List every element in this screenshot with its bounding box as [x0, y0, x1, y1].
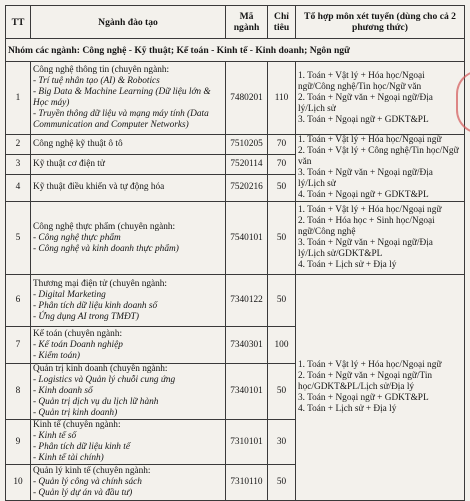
table-row: [6, 275, 465, 327]
row-code: 7310110: [226, 465, 268, 501]
row-tt: 8: [6, 364, 31, 420]
header-major: Ngành đào tạo: [31, 6, 226, 39]
combo-cell-b: 1. Toán + Vật lý + Hóa học/Ngoại ngữ 2. Toán + Vật lý + Công nghệ/Tin học/Ngữ văn 3. Toán + Ngữ văn + Ngoại ngữ/Địa lý/Lịch sử 4. Toán + Ngoại ngữ + GDKT&PL: [296, 135, 465, 202]
row-major: Kế toán (chuyên ngành: - Kế toán Doanh nghiệp - Kiểm toán): [31, 327, 226, 364]
row-major: Công nghệ thực phẩm (chuyên ngành: - Công nghệ thực phẩm - Công nghệ và kinh doanh thực phẩm): [31, 202, 226, 275]
row-tt: 6: [6, 275, 31, 327]
row-major: Công nghệ thông tin (chuyên ngành: - Trí tuệ nhân tạo (AI) & Robotics - Big Data & Machine Learning (Dữ liệu lớn & Học máy) - Truyền thông dữ liệu và mạng máy tính (Data Communication and Computer Networks): [31, 62, 226, 135]
header-code: Mã ngành: [226, 6, 268, 39]
header-tt: TT: [6, 6, 31, 39]
row-code: 7520216: [226, 174, 268, 201]
combo-cell-d: 1. Toán + Vật lý + Hóa học/Ngoại ngữ 2. Toán + Ngữ văn + Ngoại ngữ/Tin học/GDKT&PL/Lịch sử/Địa lý 3. Toán + Ngoại ngữ + GDKT&PL 4. Toán + Lịch sử + Địa lý: [296, 275, 465, 501]
row-code: 7510205: [226, 135, 268, 155]
row-major: Kỹ thuật điều khiển và tự động hóa: [31, 174, 226, 201]
row-tt: 1: [6, 62, 31, 135]
row-quota: 50: [268, 465, 296, 501]
combo-cell-c: 1. Toán + Vật lý + Hóa học/Ngoại ngữ 2. Toán + Hóa học + Sinh học/Ngoại ngữ/Công nghệ 3. Toán + Ngữ văn + Ngoại ngữ/Địa lý/Lịch sử/GDKT&PL 4. Toán + Lịch sử + Địa lý: [296, 202, 465, 275]
row-major: Thương mại điện tử (chuyên ngành: - Digital Marketing - Phân tích dữ liệu kinh doanh số - Ứng dụng AI trong TMĐT): [31, 275, 226, 327]
header-quota: Chỉ tiêu: [268, 6, 296, 39]
row-code: 7340122: [226, 275, 268, 327]
group-label: Nhóm các ngành: Công nghệ - Kỹ thuật; Kế toán - Kinh tế - Kinh doanh; Ngôn ngữ: [6, 39, 465, 62]
row-tt: 10: [6, 465, 31, 501]
header-combo: Tổ hợp môn xét tuyển (dùng cho cả 2 phương thức): [296, 6, 465, 39]
row-tt: 3: [6, 154, 31, 174]
row-quota: 50: [268, 174, 296, 201]
table-row: [6, 202, 465, 275]
row-code: 7340101: [226, 364, 268, 420]
row-quota: 50: [268, 202, 296, 275]
admission-table: [5, 5, 465, 501]
row-quota: 100: [268, 327, 296, 364]
row-code: 7340301: [226, 327, 268, 364]
combo-cell-a: 1. Toán + Vật lý + Hóa học/Ngoại ngữ/Công nghệ/Tin học/Ngữ văn 2. Toán + Ngữ văn + Ngoại ngữ/Địa lý/Lịch sử 3. Toán + Ngoại ngữ + GDKT&PL: [296, 62, 465, 135]
row-quota: 50: [268, 364, 296, 420]
row-quota: 110: [268, 62, 296, 135]
row-tt: 5: [6, 202, 31, 275]
row-code: 7480201: [226, 62, 268, 135]
row-quota: 70: [268, 154, 296, 174]
row-major: Công nghệ kỹ thuật ô tô: [31, 135, 226, 155]
table-row: [6, 62, 465, 135]
row-major: Quản trị kinh doanh (chuyên ngành: - Logistics và Quản lý chuỗi cung ứng - Kinh doanh số - Quản trị dịch vụ du lịch lữ hành - Quản trị kinh doanh): [31, 364, 226, 420]
row-tt: 9: [6, 420, 31, 465]
row-major: Kỹ thuật cơ điện tử: [31, 154, 226, 174]
row-code: 7520114: [226, 154, 268, 174]
table-row: [6, 135, 465, 155]
row-major: Quản lý kinh tế (chuyên ngành: - Quản lý công và chính sách - Quản lý dự án và đầu tư): [31, 465, 226, 501]
row-code: 7310101: [226, 420, 268, 465]
row-tt: 4: [6, 174, 31, 201]
row-tt: 2: [6, 135, 31, 155]
row-tt: 7: [6, 327, 31, 364]
header-row: [6, 6, 465, 39]
row-quota: 30: [268, 420, 296, 465]
row-major: Kinh tế (chuyên ngành: - Kinh tế số - Phân tích dữ liệu kinh tế - Kinh tế tài chính): [31, 420, 226, 465]
group-row: [6, 39, 465, 62]
row-quota: 50: [268, 275, 296, 327]
row-code: 7540101: [226, 202, 268, 275]
row-quota: 70: [268, 135, 296, 155]
